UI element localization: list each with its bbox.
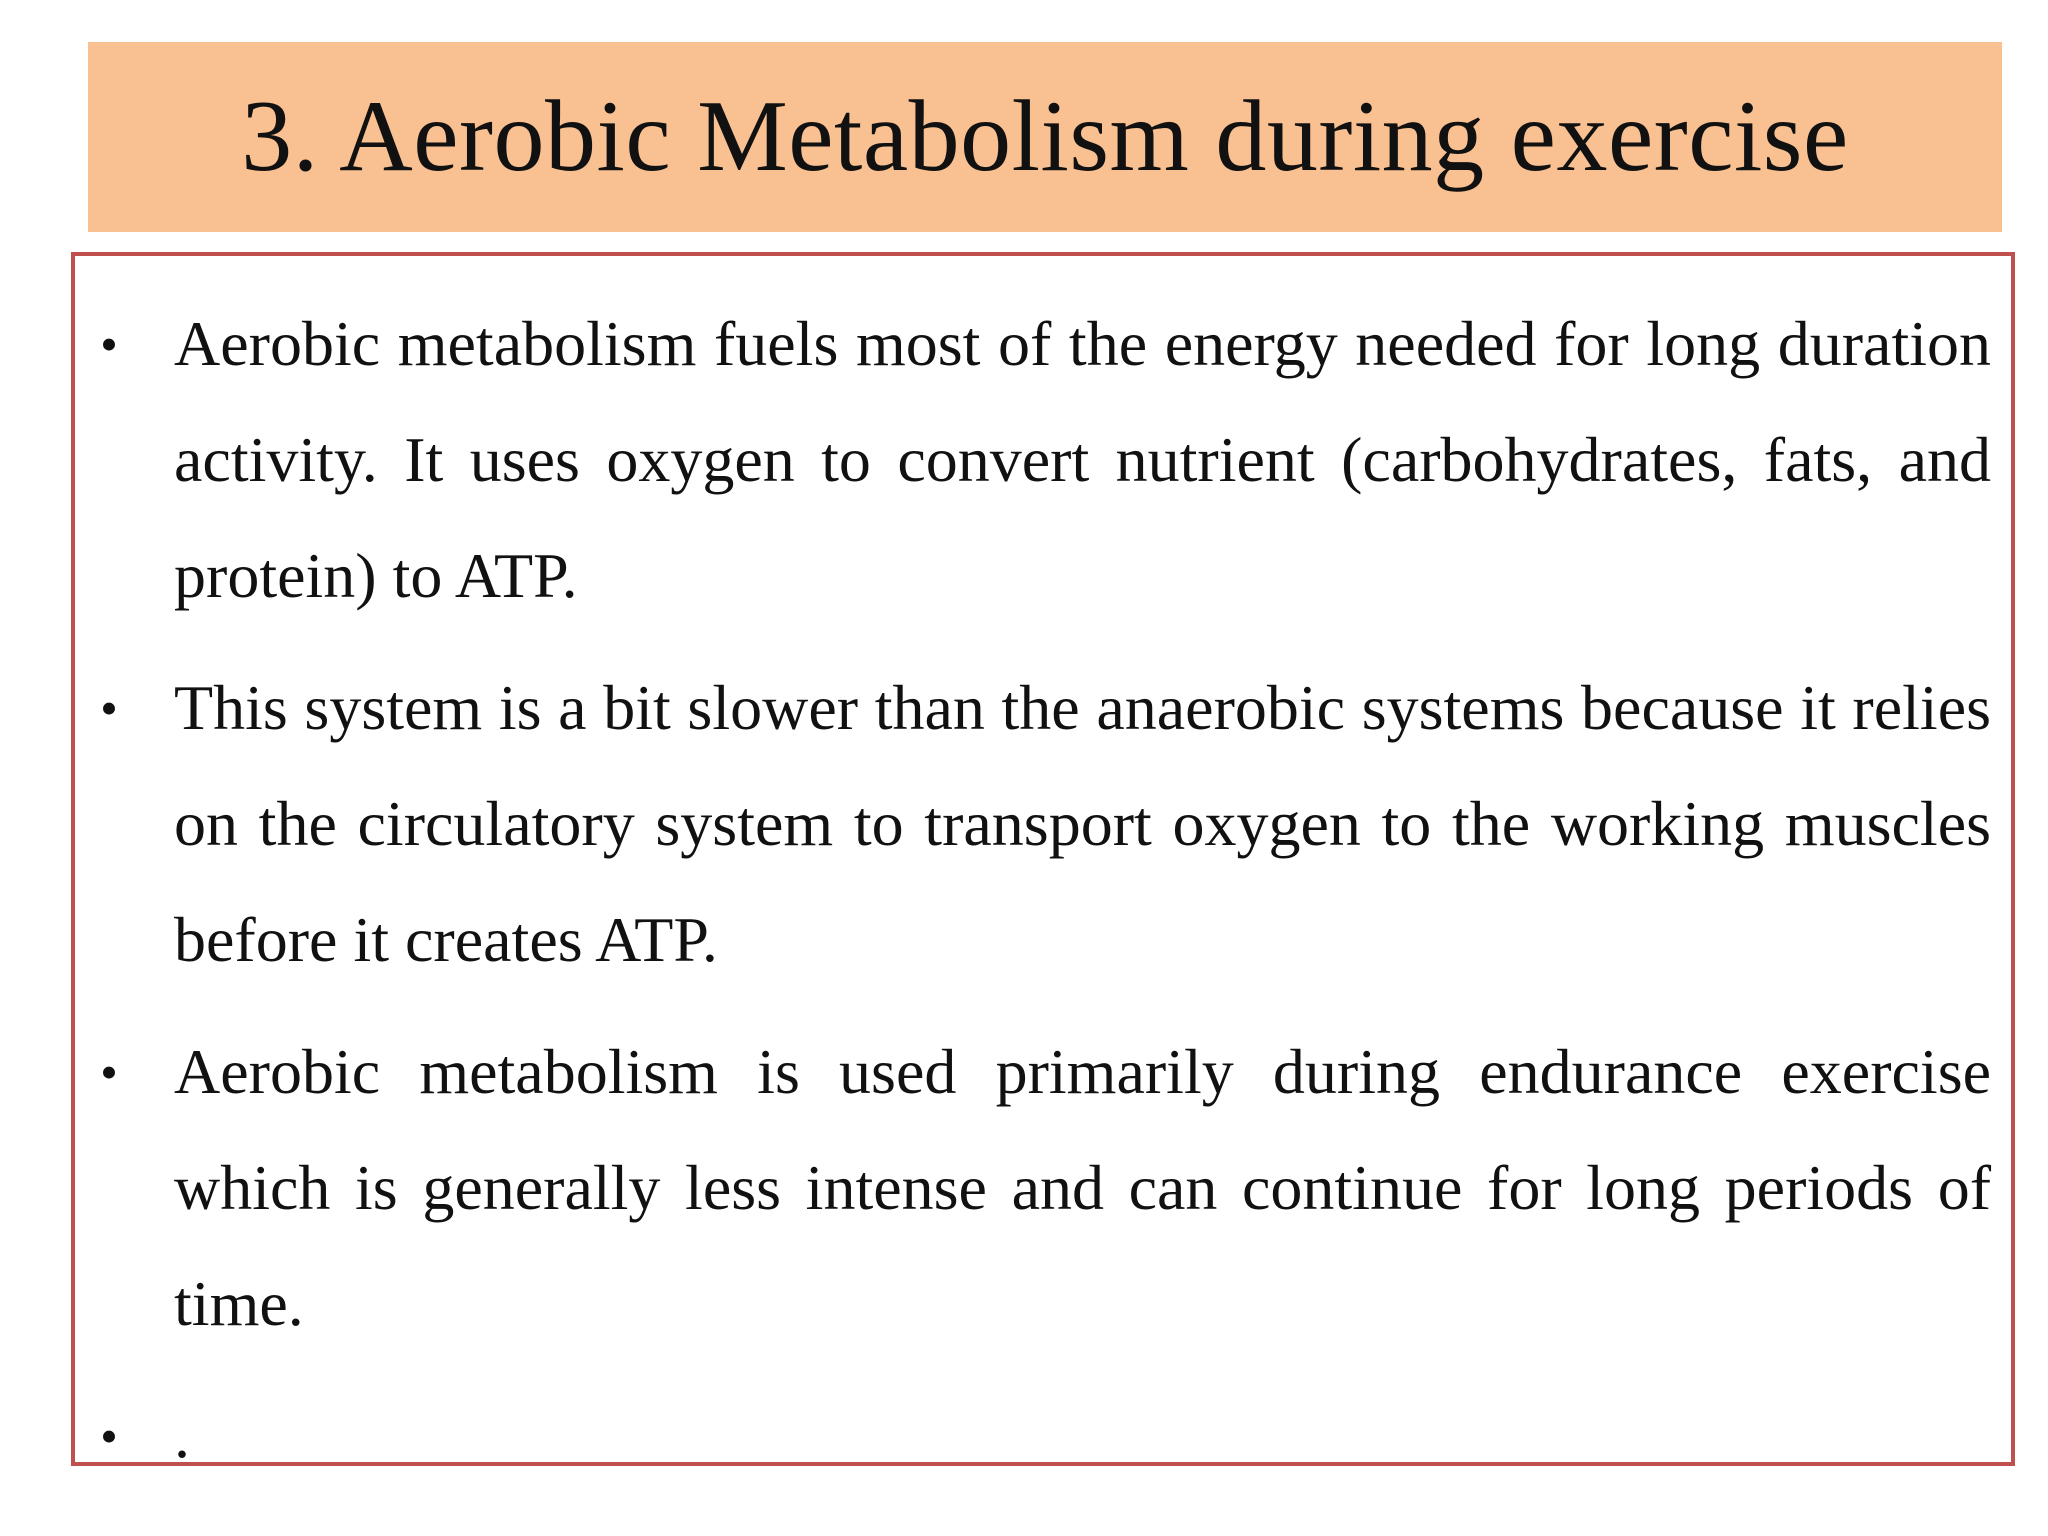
bullet-item	[75, 1378, 2011, 1494]
bullet-icon: •	[100, 316, 118, 372]
bullet-item	[75, 1014, 2011, 1362]
bullet-text: Aerobic metabolism fuels most of the energy needed for long duration activity. It uses oxygen to convert nutrient (carbohydrates, fats, and protein) to ATP.	[174, 308, 1991, 611]
bullet-item	[75, 286, 2011, 634]
bullet-item	[75, 650, 2011, 998]
bullet-text: Aerobic metabolism is used primarily during endurance exercise which is generally less intense and can continue for long periods of time.	[174, 1036, 1991, 1339]
bullet-text: This system is a bit slower than the anaerobic systems because it relies on the circulatory system to transport oxygen to the working muscles before it creates ATP.	[174, 672, 1991, 975]
content-box	[71, 252, 2015, 1471]
title-bar	[88, 42, 2002, 232]
bullet-icon: •	[100, 1408, 118, 1464]
bullet-icon: •	[100, 680, 118, 736]
bullet-text: .	[174, 1400, 190, 1471]
slide-title: 3. Aerobic Metabolism during exercise	[241, 80, 1849, 193]
bullet-list	[75, 286, 2011, 1510]
bullet-icon: •	[100, 1044, 118, 1100]
